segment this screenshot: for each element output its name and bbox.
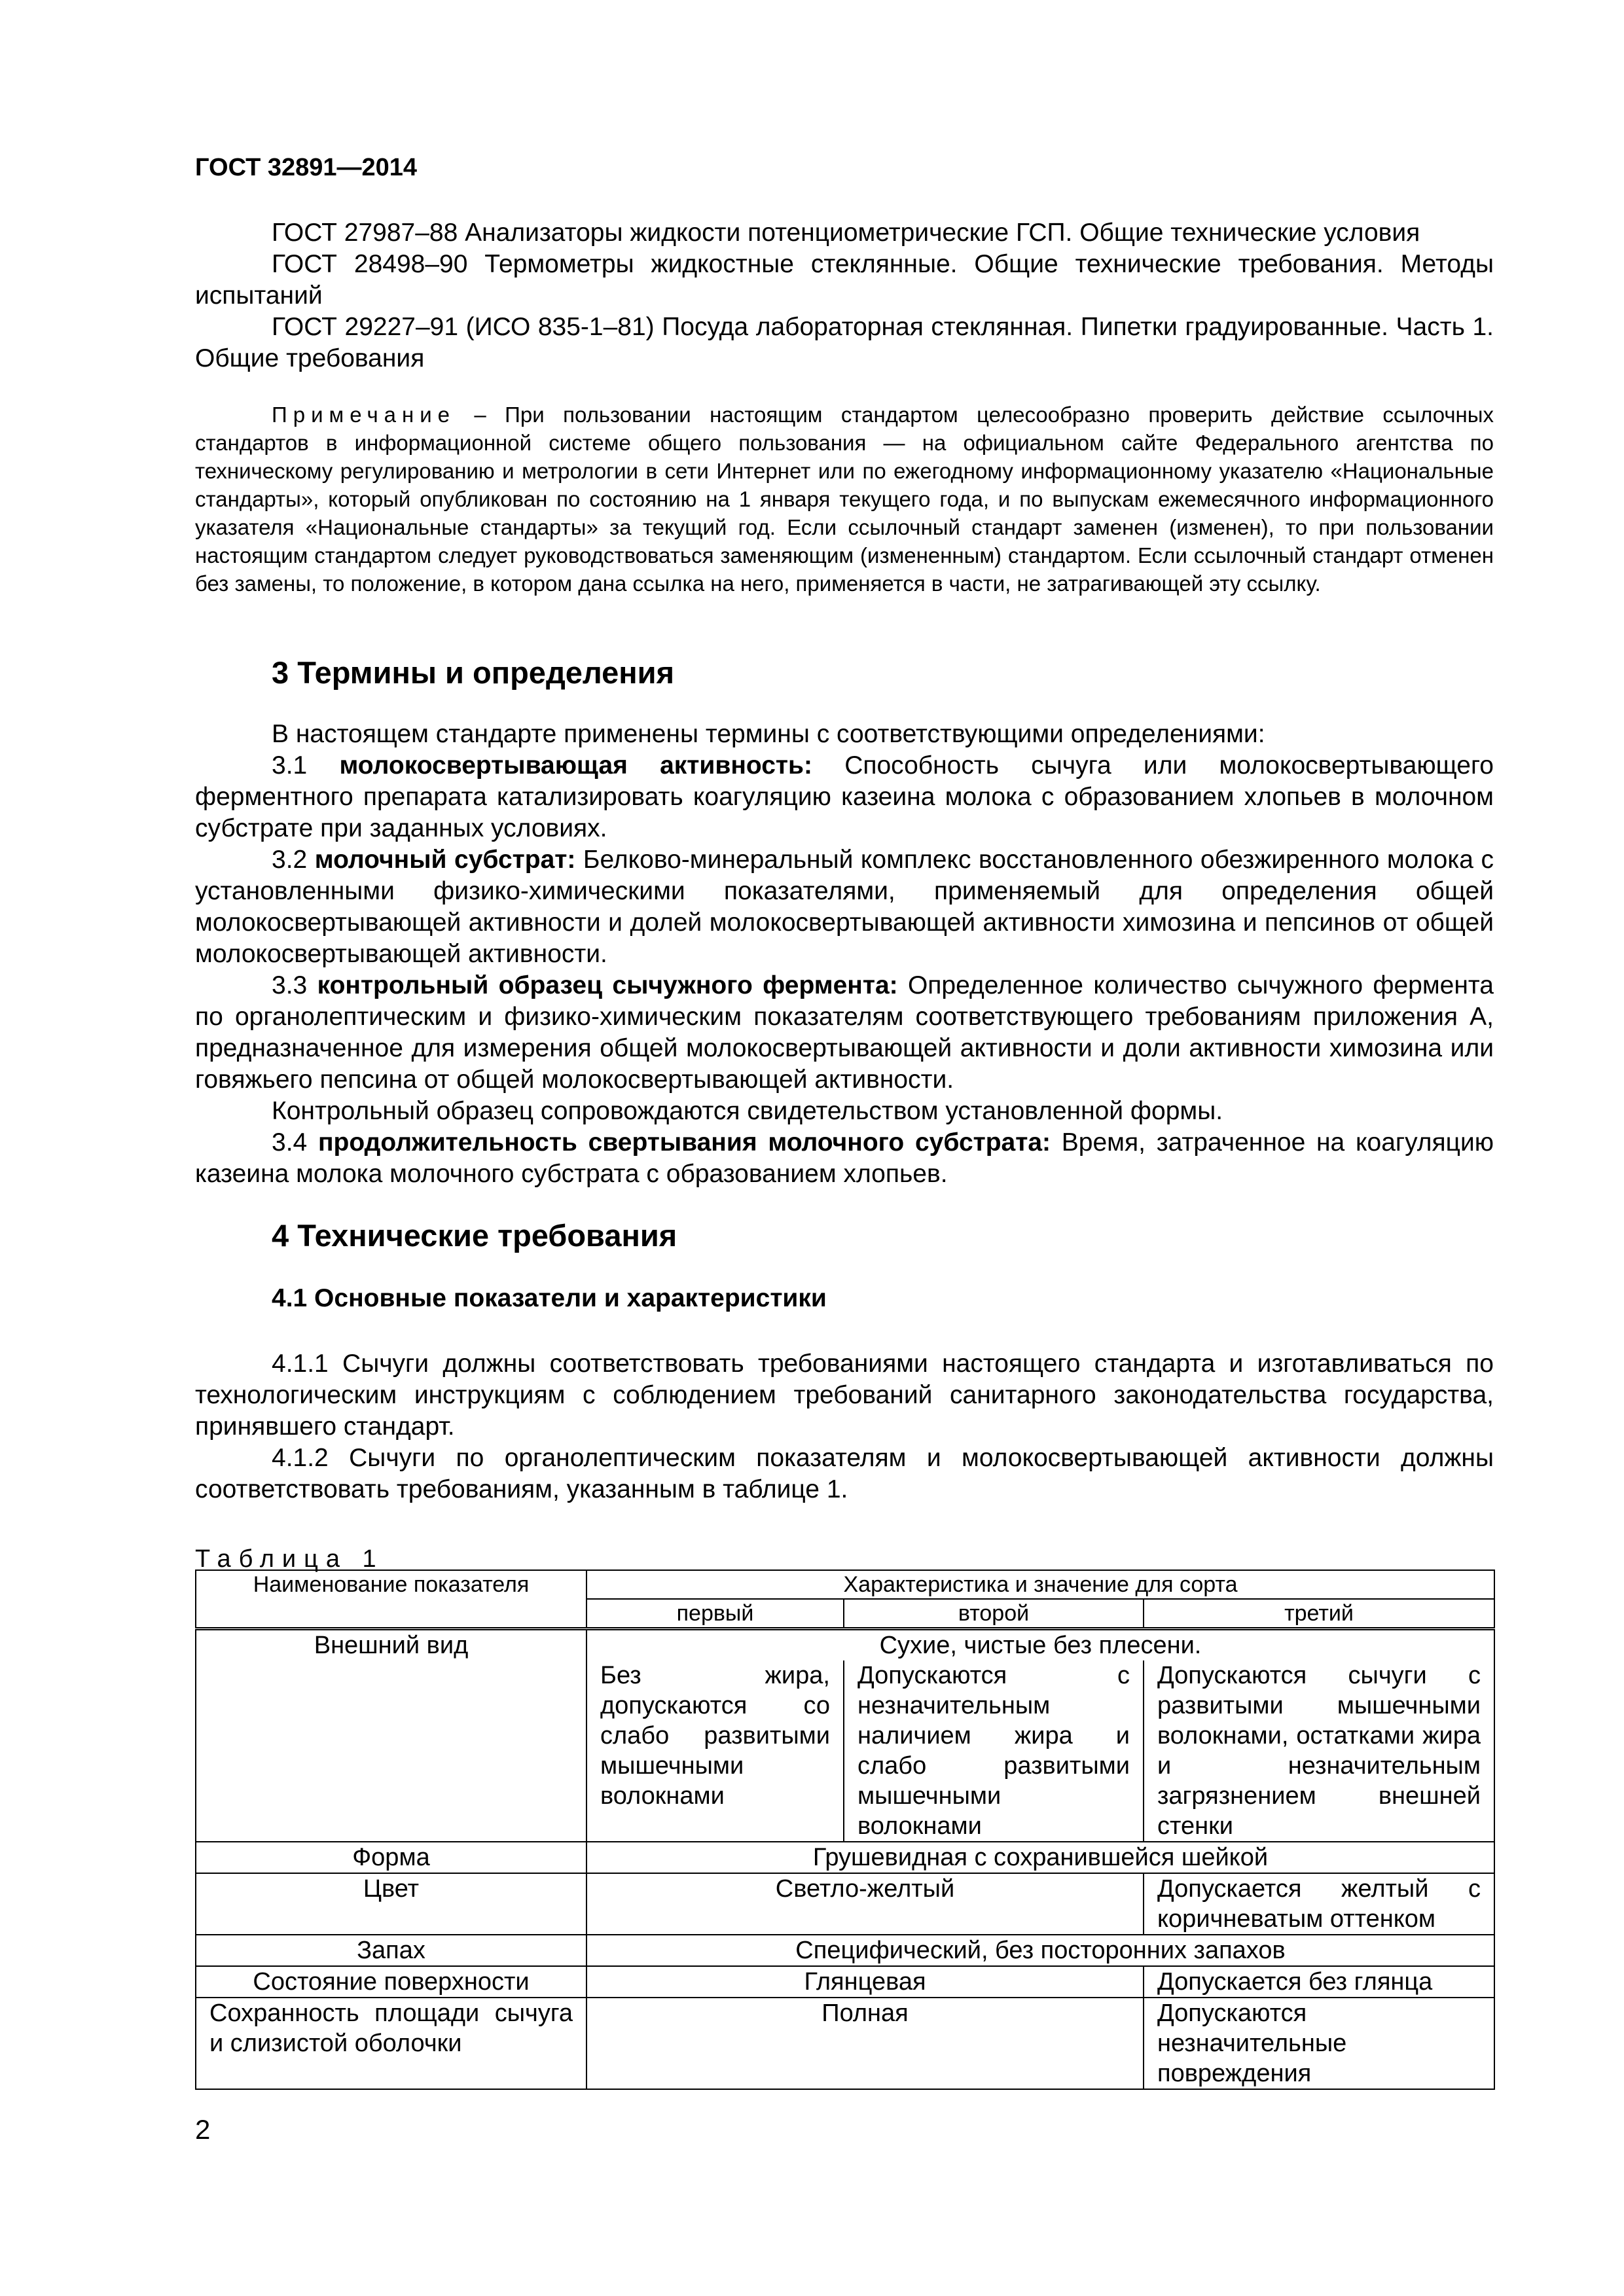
note-label: Примечание [272, 403, 456, 427]
term-definition: Определенное количество сычужного фермента по органолептическим и физико-химическим показателям соответствующего требованиям приложения А, предназначенное для измерения общей молокосвертывающей активности и доли активности химозина или говяжьего пепсина от общей молокосвертывающей активности. [195, 971, 1494, 1094]
table-row [196, 1998, 1494, 2089]
document-header: ГОСТ 32891—2014 [195, 154, 418, 181]
section-3-title: 3 Термины и определения [272, 655, 674, 690]
smell-value: Специфический, без посторонних запахов [586, 1935, 1494, 1966]
reference-item: ГОСТ 29227–91 (ИСО 835-1–81) Посуда лабораторная стеклянная. Пипетки градуированные. Часть 1. Общие требования [195, 313, 1494, 372]
appearance-third: Допускаются сычуги с развитыми мышечными волокнами, остатками жира и незначительным загрязнением внешней стенки [1144, 1660, 1494, 1842]
appearance-first: Без жира, допускаются со слабо развитыми мышечными волокнами [586, 1660, 844, 1842]
table-1 [195, 1570, 1495, 2090]
term-name: молочный субстрат: [314, 846, 576, 874]
color-first-second: Светло-желтый [586, 1873, 1144, 1935]
term-3-3-extra: Контрольный образец сопровождаются свидетельством установленной формы. [272, 1097, 1223, 1125]
term-name: молокосвертывающая активность: [339, 751, 812, 780]
term-name: контрольный образец сычужного фермента: [317, 971, 898, 999]
appearance-second: Допускаются с незначительным наличием жира и слабо развитыми мышечными волокнами [844, 1660, 1144, 1842]
surface-first-second: Глянцевая [586, 1966, 1144, 1998]
subsection-4-1-title: 4.1 Основные показатели и характеристики [272, 1284, 827, 1312]
note-text: – При пользовании настоящим стандартом целесообразно проверить действие ссылочных стандартов в информационной системе общего пользования — на официальном сайте Федерального агентства по техническому регулированию и метрологии в сети Интернет или по ежегодному информационному указателю «Национальные стандарты», который опубликован по состоянию на 1 января текущего года, и по выпускам ежемесячного информационного указателя «Национальные стандарты» за текущий год. Если ссылочный стандарт заменен (изменен), то при пользовании настоящим стандартом следует руководствоваться заменяющим (измененным) стандартом. Если ссылочный стандарт отменен без замены, то положение, в котором дана ссылка на него, применяется в части, не затрагивающей эту ссылку. [195, 403, 1494, 596]
reference-item: ГОСТ 28498–90 Термометры жидкостные стеклянные. Общие технические требования. Методы испытаний [195, 250, 1494, 310]
table-row [196, 1935, 1494, 1966]
term-definition: Время, затраченное на коагуляцию казеина молока молочного субстрата с образованием хлопьев. [195, 1128, 1494, 1188]
row-name-smell: Запах [196, 1935, 586, 1966]
row-name-surface: Состояние поверхности [196, 1966, 586, 1998]
section-4-body [195, 1348, 1494, 1505]
note-paragraph [195, 401, 1494, 598]
section-3-body [195, 719, 1494, 1190]
row-name-color: Цвет [196, 1873, 586, 1935]
appearance-common: Сухие, чистые без плесени. [586, 1629, 1494, 1661]
reference-item: ГОСТ 27987–88 Анализаторы жидкости потенциометрические ГСП. Общие технические условия [272, 219, 1420, 247]
normative-references [195, 217, 1494, 374]
page-number: 2 [195, 2114, 211, 2145]
integrity-first-second: Полная [586, 1998, 1144, 2089]
term-3-4: 3.4 продолжительность свертывания молочного субстрата: Время, затраченное на коагуляцию казеина молока молочного субстрата с образованием хлопьев. [195, 1128, 1494, 1188]
integrity-third: Допускаются незначительные повреждения [1144, 1998, 1494, 2089]
header-grade-third: третий [1144, 1599, 1494, 1629]
row-name-integrity: Сохранность площади сычуга и слизистой оболочки [196, 1998, 586, 2089]
table-row [196, 1629, 1494, 1661]
section-3-intro: В настоящем стандарте применены термины с соответствующими определениями: [272, 720, 1265, 748]
table-row [196, 1873, 1494, 1935]
header-indicator-name: Наименование показателя [196, 1570, 586, 1629]
term-3-2: 3.2 молочный субстрат: Белково-минеральный комплекс восстановленного обезжиренного молока с установленными физико-химическими показателями, применяемый для определения общей молокосвертывающей активности и долей молокосвертывающей активности химозина и пепсинов от общей молокосвертывающей активности. [195, 846, 1494, 968]
shape-value: Грушевидная с сохранившейся шейкой [586, 1842, 1494, 1873]
header-grade-group: Характеристика и значение для сорта [586, 1570, 1494, 1599]
table-row [196, 1842, 1494, 1873]
term-3-3: 3.3 контрольный образец сычужного фермента: Определенное количество сычужного фермента по органолептическим и физико-химическим показателям соответствующего требованиям приложения А, предназначенное для измерения общей молокосвертывающей активности и доли активности химозина или говяжьего пепсина от общей молокосвертывающей активности. [195, 971, 1494, 1094]
term-definition: Белково-минеральный комплекс восстановленного обезжиренного молока с установленными физико-химическими показателями, применяемый для определения общей молокосвертывающей активности и долей молокосвертывающей активности химозина и пепсинов от общей молокосвертывающей активности. [195, 846, 1494, 968]
table-row [196, 1966, 1494, 1998]
row-name-appearance: Внешний вид [196, 1629, 586, 1842]
term-definition: Способность сычуга или молокосвертывающего ферментного препарата катализировать коагуляцию казеина молока с образованием хлопьев в молочном субстрате при заданных условиях. [195, 751, 1494, 842]
surface-third: Допускается без глянца [1144, 1966, 1494, 1998]
section-4-title: 4 Технические требования [272, 1218, 677, 1253]
row-name-shape: Форма [196, 1842, 586, 1873]
table-caption: Таблица 1 [195, 1545, 384, 1573]
table-header-row [196, 1570, 1494, 1599]
header-grade-first: первый [586, 1599, 844, 1629]
clause-4-1-2: 4.1.2 Сычуги по органолептическим показателям и молокосвертывающей активности должны соответствовать требованиям, указанным в таблице 1. [195, 1444, 1494, 1503]
clause-4-1-1: 4.1.1 Сычуги должны соответствовать требованиями настоящего стандарта и изготавливаться по технологическим инструкциям с соблюдением требований санитарного законодательства государства, принявшего стандарт. [195, 1350, 1494, 1441]
term-name: продолжительность свертывания молочного субстрата: [317, 1128, 1051, 1157]
term-3-1: 3.1 молокосвертывающая активность: Способность сычуга или молокосвертывающего ферментного препарата катализировать коагуляцию казеина молока с образованием хлопьев в молочном субстрате при заданных условиях. [195, 751, 1494, 842]
header-grade-second: второй [844, 1599, 1144, 1629]
color-third: Допускается желтый с коричневатым оттенком [1144, 1873, 1494, 1935]
